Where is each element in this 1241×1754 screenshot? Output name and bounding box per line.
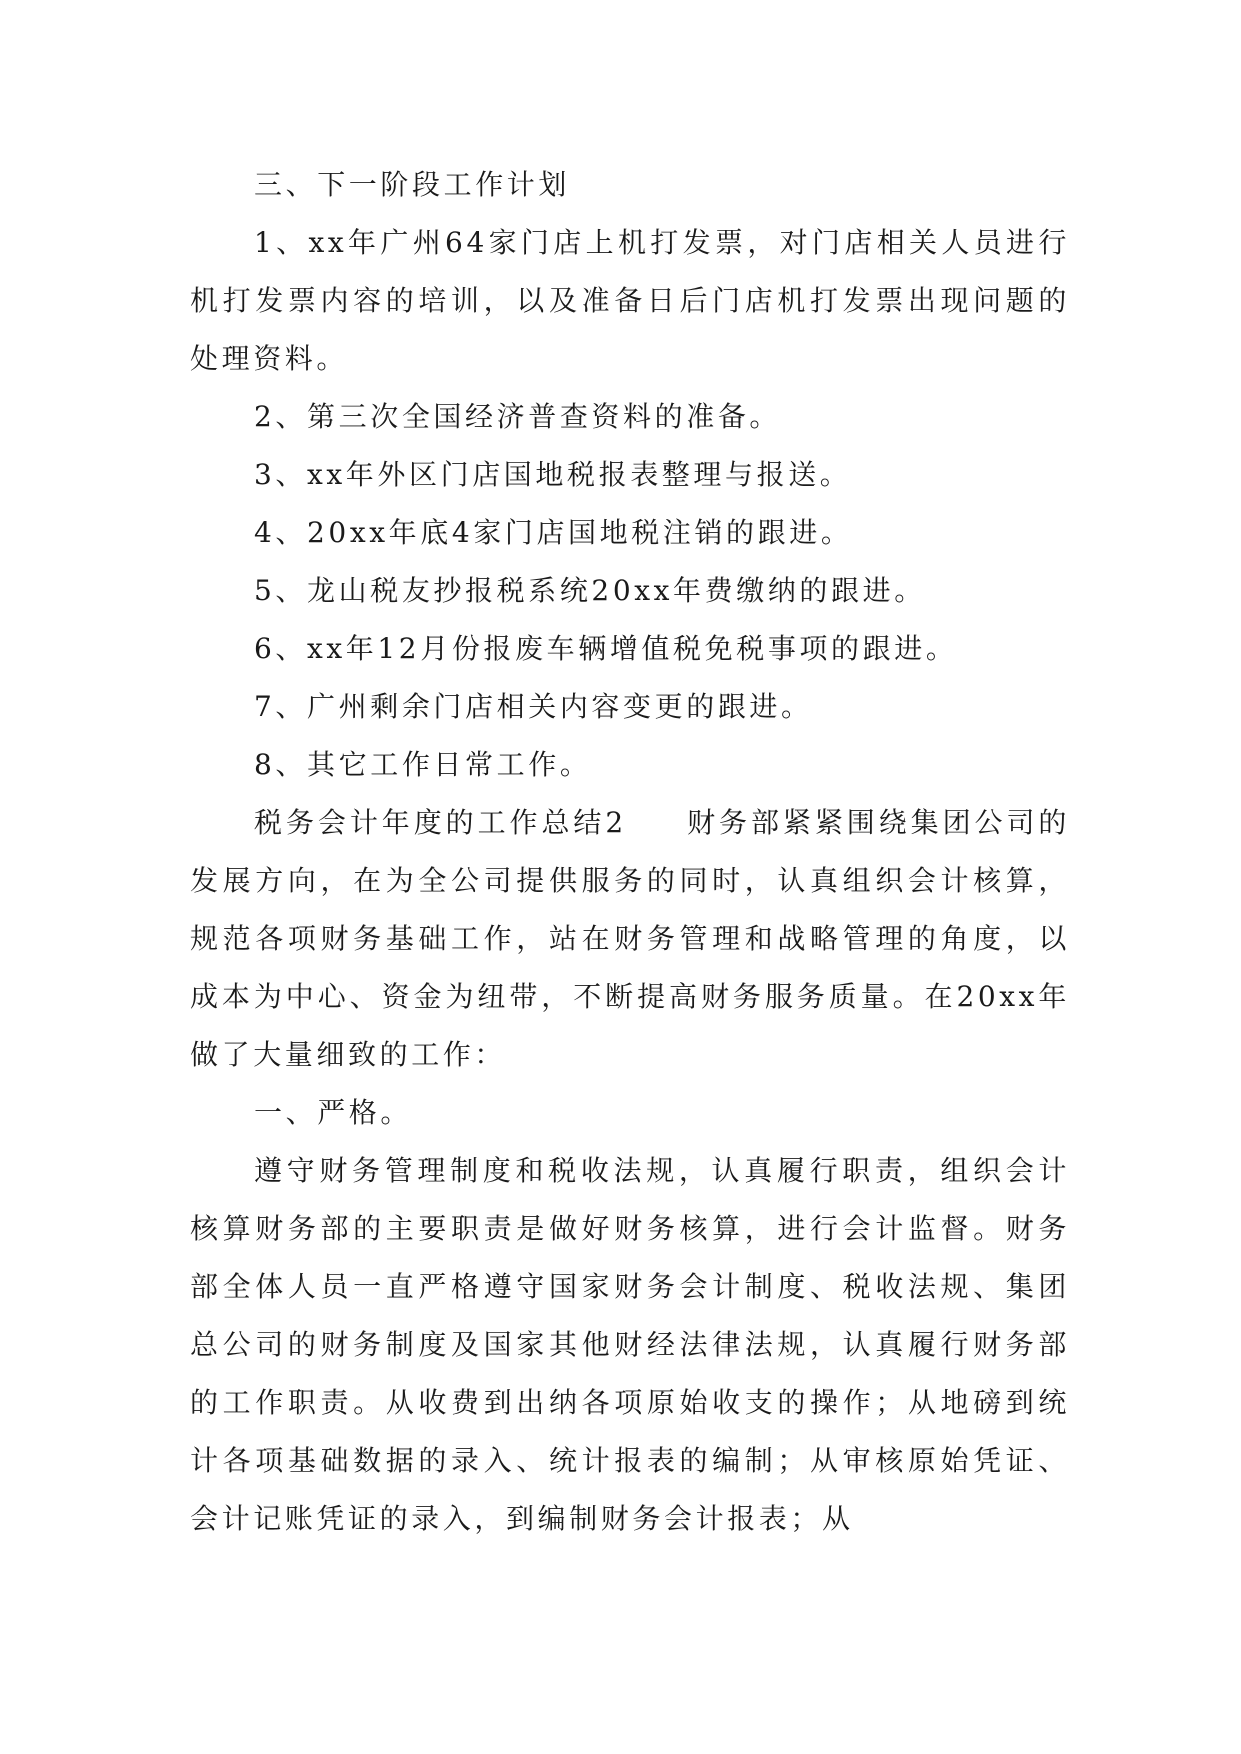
plan-item-6: 6、xx年12月份报废车辆增值税免税事项的跟进。 xyxy=(254,632,958,665)
plan-item-1: 1、xx年广州64家门店上机打发票，对门店相关人员进行机打发票内容的培训，以及准备日后门店机打发票出现问题的处理资料。 xyxy=(190,226,1070,375)
plan-item-2: 2、第三次全国经济普查资料的准备。 xyxy=(254,400,782,433)
summary-title: 税务会计年度的工作总结2 xyxy=(254,806,627,839)
plan-item-4: 4、20xx年底4家门店国地税注销的跟进。 xyxy=(254,516,853,549)
subheading-strict: 一、严格。 xyxy=(254,1096,413,1129)
plan-item-5: 5、龙山税友抄报税系统20xx年费缴纳的跟进。 xyxy=(254,574,926,607)
plan-item-3: 3、xx年外区门店国地税报表整理与报送。 xyxy=(254,458,852,491)
section-heading: 三、下一阶段工作计划 xyxy=(254,168,571,201)
summary-intro: 财务部紧紧围绕集团公司的发展方向，在为全公司提供服务的同时，认真组织会计核算，规范各项财务基础工作，站在财务管理和战略管理的角度，以成本为中心、资金为纽带，不断提高财务服务质量。在20xx年做了大量细致的工作： xyxy=(190,806,1070,1071)
body-paragraph: 遵守财务管理制度和税收法规，认真履行职责，组织会计核算财务部的主要职责是做好财务核算，进行会计监督。财务部全体人员一直严格遵守国家财务会计制度、税收法规、集团总公司的财务制度及国家其他财经法律法规，认真履行财务部的工作职责。从收费到出纳各项原始收支的操作；从地磅到统计各项基础数据的录入、统计报表的编制；从审核原始凭证、会计记账凭证的录入，到编制财务会计报表；从 xyxy=(190,1154,1070,1535)
plan-item-8: 8、其它工作日常工作。 xyxy=(254,748,592,781)
plan-item-7: 7、广州剩余门店相关内容变更的跟进。 xyxy=(254,690,813,723)
summary-paragraph xyxy=(190,794,1070,1084)
document-body xyxy=(190,156,1070,1548)
